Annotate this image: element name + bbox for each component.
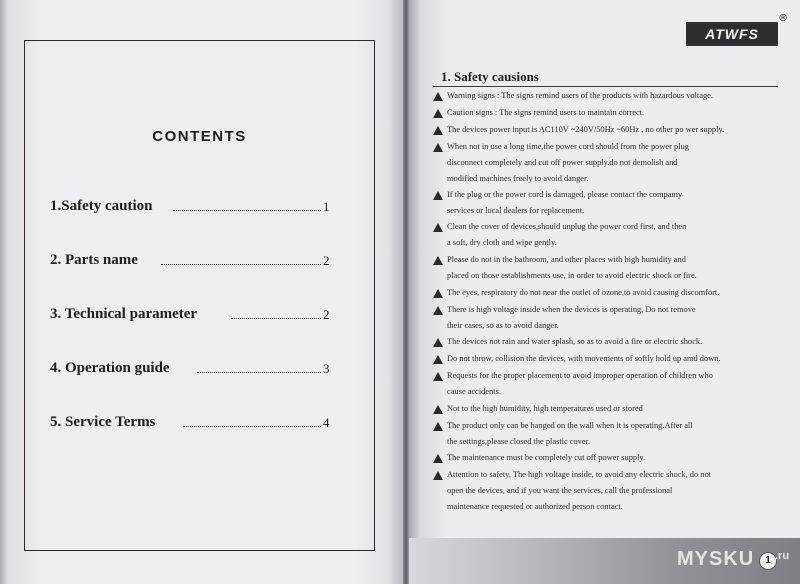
toc-label: 4. Operation guide — [50, 360, 170, 376]
toc-page-number: 3 — [323, 361, 330, 376]
warning-triangle-icon — [433, 338, 443, 347]
brand-logo: ATWFS — [686, 22, 778, 46]
toc-leader-dots — [161, 264, 321, 265]
warning-triangle-icon — [433, 191, 443, 200]
toc-label: 3. Technical parameter — [50, 306, 198, 322]
safety-line: modified machines freely to avoid danger. — [447, 174, 589, 183]
warning-triangle-icon — [433, 109, 443, 118]
toc-item — [25, 306, 374, 328]
watermark-text: MYSKU — [677, 548, 755, 570]
safety-line: the settings,please closed the plastic cover. — [447, 437, 591, 446]
toc-page-number: 2 — [323, 307, 330, 322]
warning-triangle-icon — [433, 289, 443, 298]
heading-rule — [433, 86, 778, 87]
page-number: 1 — [759, 552, 777, 570]
warning-triangle-icon — [433, 422, 443, 431]
safety-line: Requests for the proper placement to avoid improper operation of children who — [447, 371, 713, 380]
safety-line: Not to the high humidity, high temperatures used or stored — [447, 404, 643, 413]
warning-triangle-icon — [433, 92, 443, 101]
safety-line: Warning signs : The signs remind users of the products with hazardous voltage. — [447, 91, 713, 100]
toc-page-number: 4 — [323, 415, 330, 430]
warning-triangle-icon — [433, 126, 443, 135]
safety-line: Caution signs : The signs remind users to maintain correct. — [447, 108, 645, 117]
registered-mark: ® — [778, 13, 788, 24]
safety-line: maintenance requested or authorized person contact. — [447, 502, 623, 511]
toc-label: 2. Parts name — [50, 252, 138, 268]
warning-triangle-icon — [433, 454, 443, 463]
toc-leader-dots — [231, 318, 321, 319]
toc-leader-dots — [183, 426, 321, 427]
warning-triangle-icon — [433, 306, 443, 315]
safety-line: their cases, so as to avoid danger. — [447, 321, 559, 330]
contents-frame — [24, 40, 375, 551]
safety-line: The devices not rain and water splash, so as to avoid a fire or electric shock. — [447, 337, 703, 346]
safety-line: Do not throw, collision the devices, with movements of softly hold up amd down. — [447, 354, 721, 363]
safety-line: disconnect completely and cut off power supply.do not demolish and — [447, 158, 678, 167]
toc-page-number: 2 — [323, 253, 330, 268]
toc-page-number: 1 — [323, 199, 330, 214]
toc-item — [25, 198, 374, 220]
warning-triangle-icon — [433, 405, 443, 414]
right-page — [409, 0, 800, 584]
toc-item — [25, 360, 374, 382]
warning-triangle-icon — [433, 372, 443, 381]
safety-line: There is high voltage inside when the devices is operating, Do not remove — [447, 305, 696, 314]
safety-line: The product only can be hanged on the wall when it is operating.After all — [447, 421, 693, 430]
safety-line: cause accidents. — [447, 387, 501, 396]
safety-line: The eyes, respiratory do not near the outlet of ozone,to avoid causing discomfort. — [447, 288, 720, 297]
safety-line: open the devices, and if you want the services, call the professional — [447, 486, 673, 495]
warning-triangle-icon — [433, 471, 443, 480]
warning-triangle-icon — [433, 256, 443, 265]
safety-line: services or local dealers for replacement. — [447, 206, 585, 215]
safety-line: If the plug or the power cord is damaged, please contact the compamy — [447, 190, 683, 199]
toc-item — [25, 252, 374, 274]
toc-leader-dots — [173, 210, 321, 211]
safety-line: Please do not in the bathroom, and other places with high humidity and — [447, 255, 686, 264]
warning-triangle-icon — [433, 355, 443, 364]
safety-line: a soft, dry cloth and wipe gently. — [447, 238, 557, 247]
toc-label: 5. Service Terms — [50, 414, 156, 430]
section-heading: 1. Safety causions — [441, 69, 539, 84]
contents-title: CONTENTS — [152, 128, 247, 145]
safety-line: The maintenance must be completely cut off power supply. — [447, 453, 646, 462]
safety-line: The devices power input is AC110V ~240V/50Hz ~60Hz , no other po wer supply. — [447, 125, 725, 134]
toc-leader-dots — [197, 372, 321, 373]
warning-triangle-icon — [433, 143, 443, 152]
safety-line: When not in use a long time,the power cord should from the power plug — [447, 142, 689, 151]
warning-triangle-icon — [433, 223, 443, 232]
toc-label: 1.Safety caution — [50, 198, 153, 214]
watermark-suffix: .ru — [775, 550, 790, 562]
safety-line: Attention to safety, The high voltage inside, to avoid any electric shock, do not — [447, 470, 711, 479]
toc-item — [25, 414, 374, 436]
safety-line: Clean the cover of devices,should unplug the power cord first, and then — [447, 222, 687, 231]
safety-line: placed on those establishments use, in order to avoid electric shock or fire. — [447, 271, 697, 280]
